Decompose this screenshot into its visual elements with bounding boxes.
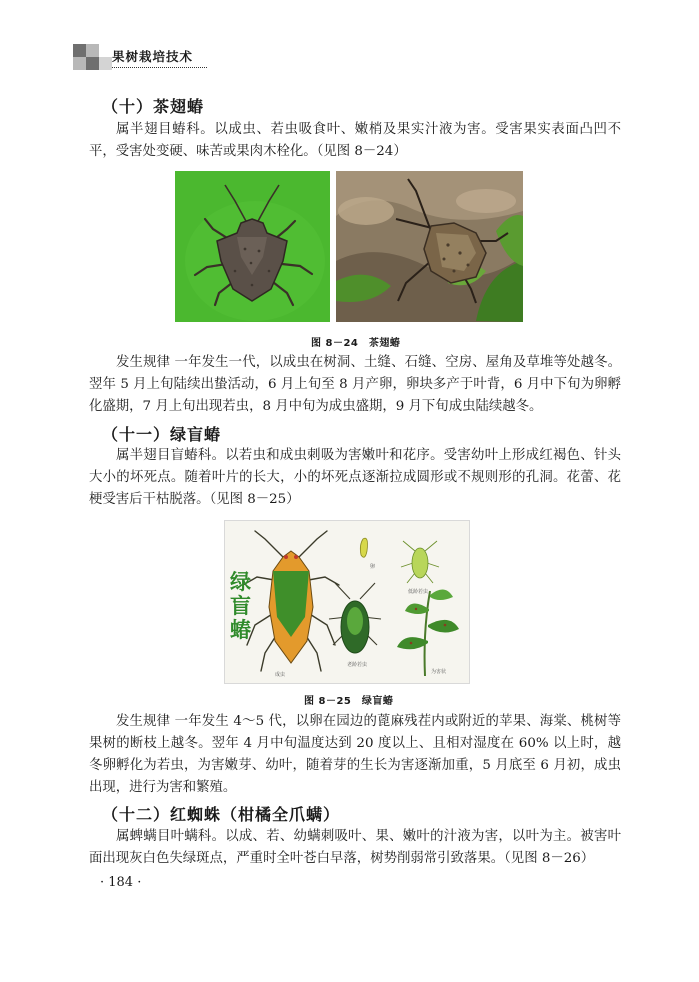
header-square-5 [99, 57, 112, 70]
running-header-title: 果树栽培技术 [112, 49, 194, 64]
illustration-vertical-title: 绿盲蝽 [230, 570, 251, 642]
figure-8-25-caption: 图 8－25 绿盲蝽 [304, 696, 394, 707]
section-11-description: 属半翅目盲蝽科。以若虫和成虫刺吸为害嫩叶和花序。受害幼叶上形成红褐色、针头大小的坏死点。随着叶片的长大，小的坏死点逐渐拉成圆形或不规则形的孔洞。花蕾、花梗受害后干枯脱落。（见图 8－25） [89, 448, 621, 507]
label-late-nymph: 老龄若虫 [347, 662, 368, 668]
section-12-description: 属蜱螨目叶螨科。以成、若、幼螨刺吸叶、果、嫩叶的汁液为害，以叶为主。被害叶面出现灰白色失绿斑点，严重时全叶苍白早落，树势削弱常引致落果。（见图 8－26） [89, 829, 621, 866]
header-square-2 [86, 44, 99, 57]
header-square-1 [73, 44, 86, 57]
figure-8-24-photo-right [336, 171, 523, 322]
section-title-12: （十二）红蜘蛛（柑橘全爪螨） [102, 805, 341, 824]
page-number: · 184 · [100, 875, 142, 890]
section-title-10: （十）茶翅蝽 [102, 97, 205, 116]
section-title-11: （十一）绿盲蝽 [102, 425, 222, 444]
label-young-nymph: 低龄若虫 [408, 589, 429, 595]
section-10-life-cycle: 发生规律 一年发生一代，以成虫在树洞、土缝、石缝、空房、屋角及草堆等处越冬。翌年 5 月上旬陆续出蛰活动，6 月上旬至 8 月产卵，卵块多产于叶背，6 月中下旬为卵孵化盛期，7 月上旬出现若虫，8 月中旬为成虫盛期，9 月下旬成虫陆续越冬。 [89, 355, 621, 414]
section-11-life-cycle: 发生规律 一年发生 4～5 代，以卵在园边的蓖麻残茬内或附近的苹果、海棠、桃树等果树的断枝上越冬。翌年 4 月中旬温度达到 20 度以上、且相对湿度在 60% 以上时，越冬卵孵化为若虫，为害嫩芽、幼叶，随着芽的生长为害逐渐加重，5 月底至 6 月初，成虫出现，进行为害和繁殖。 [89, 714, 621, 795]
label-adult: 成虫 [275, 672, 286, 678]
label-damage: 为害状 [431, 669, 447, 675]
figure-8-24-caption: 图 8－24 茶翅蝽 [311, 338, 401, 349]
figure-8-25-illustration [224, 520, 470, 684]
label-egg: 卵 [370, 564, 376, 570]
section-10-description: 属半翅目蝽科。以成虫、若虫吸食叶、嫩梢及果实汁液为害。受害果实表面凸凹不平，受害处变硬、味苦或果肉木栓化。（见图 8－24） [89, 122, 621, 159]
header-square-3 [73, 57, 86, 70]
header-square-4 [86, 57, 99, 70]
header-dotted-rule [112, 67, 207, 68]
figure-8-24-photo-left [175, 171, 330, 322]
